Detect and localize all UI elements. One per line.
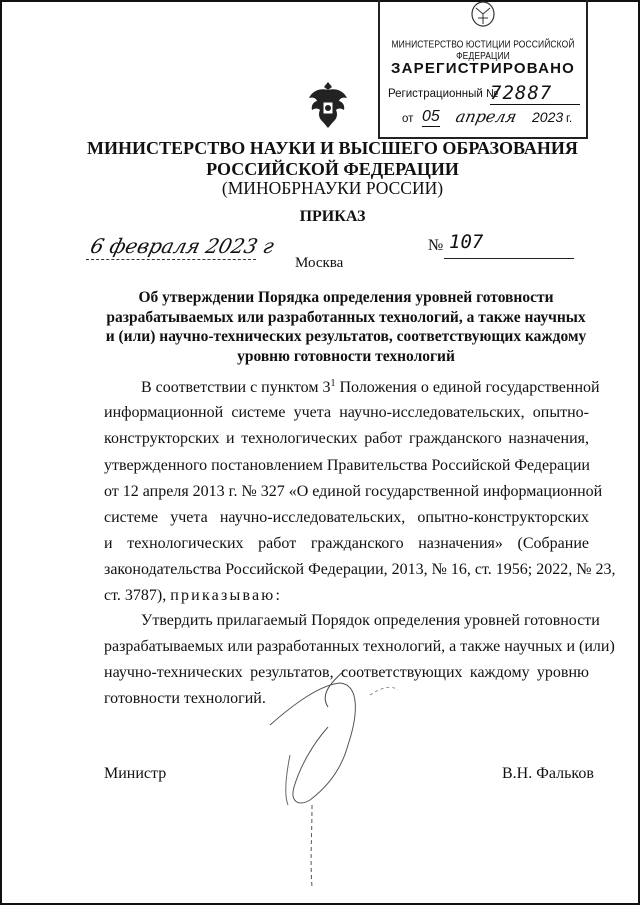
subject-line: разрабатываемых или разработанных технологий, а также научных bbox=[106, 308, 586, 326]
order-subject bbox=[100, 288, 592, 366]
date-underline bbox=[86, 259, 256, 260]
body-text: Положения о единой государственной bbox=[335, 379, 600, 396]
body-line: готовности технологий. bbox=[104, 690, 266, 707]
coat-of-arms-icon bbox=[305, 78, 351, 132]
body-line bbox=[141, 378, 600, 397]
number-underline bbox=[444, 258, 574, 259]
body-line: научно-технических результатов, соответствующих каждому уровню bbox=[104, 664, 589, 681]
body-line: от 12 апреля 2013 г. № 327 «О единой государственной информационной bbox=[104, 483, 603, 500]
body-line: Утвердить прилагаемый Порядок определения уровней готовности bbox=[141, 612, 600, 629]
body-line: конструкторских и технологических работ гражданского назначения, bbox=[104, 430, 589, 447]
subject-line: уровню готовности технологий bbox=[237, 347, 455, 365]
subject-line: и (или) научно-технических результатов, соответствующих каждому bbox=[105, 328, 587, 345]
body-line: и технологических работ гражданского назначения» (Собрание bbox=[104, 535, 589, 552]
body-text: ст. 3787), bbox=[104, 587, 167, 604]
stamp-date-day: 05 bbox=[422, 108, 440, 125]
stamp-date-year: 2023 bbox=[532, 109, 564, 125]
ministry-abbreviation: (МИНОБРНАУКИ РОССИИ) bbox=[221, 178, 444, 198]
stamp-regnum-value: 72887 bbox=[490, 82, 580, 105]
ministry-title-line1: МИНИСТЕРСТВО НАУКИ И ВЫСШЕГО ОБРАЗОВАНИЯ bbox=[87, 138, 578, 158]
signer-name: В.Н. Фальков bbox=[502, 765, 594, 782]
body-line: законодательства Российской Федерации, 2013, № 16, ст. 1956; 2022, № 23, bbox=[104, 561, 616, 578]
body-line bbox=[104, 587, 282, 605]
order-title: ПРИКАЗ bbox=[299, 208, 366, 225]
order-number: 107 bbox=[449, 231, 484, 253]
order-date: 6 февраля 2023 г bbox=[88, 234, 277, 258]
ministry-title-line2: РОССИЙСКОЙ ФЕДЕРАЦИИ bbox=[206, 159, 459, 179]
order-verb: приказываю: bbox=[170, 587, 283, 604]
registration-stamp bbox=[378, 0, 588, 139]
stamp-regnum-label: Регистрационный № bbox=[388, 88, 499, 100]
stamp-registered: ЗАРЕГИСТРИРОВАНО bbox=[390, 60, 576, 77]
stamp-ministry: МИНИСТЕРСТВО ЮСТИЦИИ РОССИЙСКОЙ ФЕДЕРАЦИИ bbox=[391, 38, 575, 62]
handwritten-signature bbox=[250, 655, 410, 895]
stamp-emblem-icon bbox=[468, 0, 498, 28]
body-line: утвержденного постановлением Правительства Российской Федерации bbox=[104, 457, 590, 474]
stamp-date-month: апреля bbox=[453, 107, 519, 126]
footnote-superscript: 1 bbox=[330, 378, 336, 389]
stamp-date-suffix: г. bbox=[566, 111, 573, 125]
order-city: Москва bbox=[295, 255, 344, 271]
body-line: разрабатываемых или разработанных технологий, а также научных и (или) bbox=[104, 638, 615, 655]
body-line: информационной системе учета научно-исследовательских, опытно- bbox=[104, 404, 589, 421]
subject-line: Об утверждении Порядка определения уровней готовности bbox=[138, 289, 554, 306]
body-line: системе учета научно-исследовательских, опытно-конструкторских bbox=[104, 509, 589, 526]
body-text: В соответствии с пунктом 3 bbox=[141, 379, 331, 396]
stamp-date-prefix: от bbox=[402, 113, 414, 125]
order-number-label: № bbox=[428, 237, 444, 254]
signer-position: Министр bbox=[104, 765, 167, 782]
